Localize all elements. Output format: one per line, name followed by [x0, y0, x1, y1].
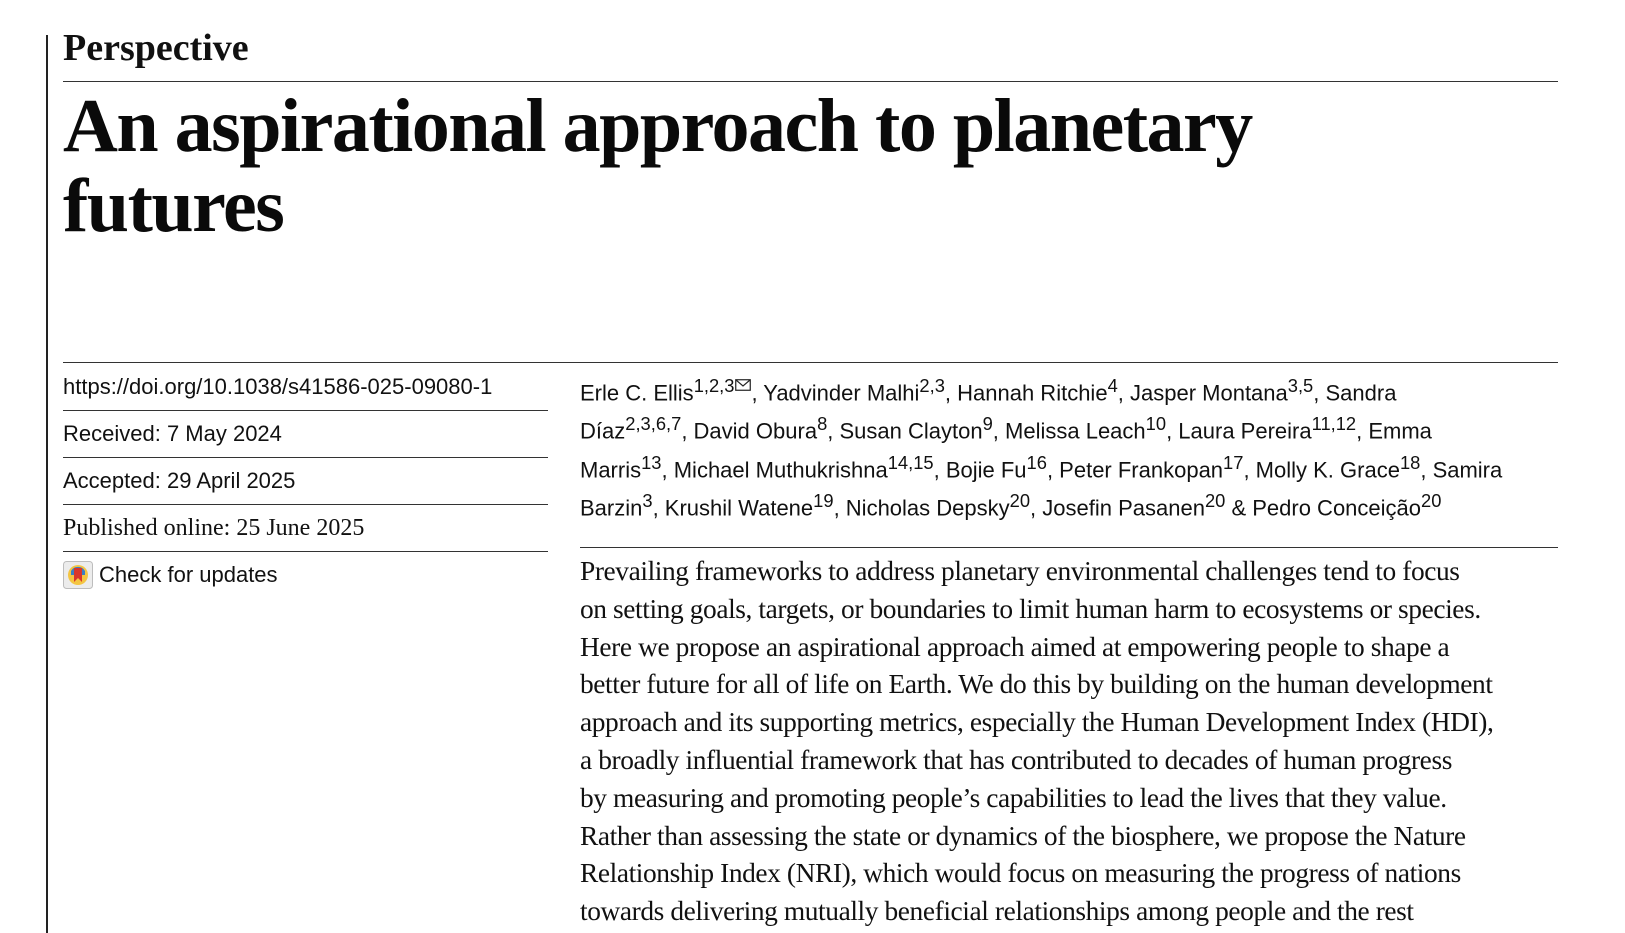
accepted-text: Accepted: 29 April 2025 — [63, 468, 296, 493]
author-name[interactable]: Krushil Watene — [664, 495, 814, 521]
abstract-line: Here we propose an aspirational approach aimed at empowering people to shape a — [580, 631, 1450, 662]
header-divider — [63, 81, 1558, 82]
abstract-divider — [580, 547, 1558, 548]
abstract-line: Relationship Index (NRI), which would focus on measuring the progress of nations — [580, 858, 1461, 889]
author-name[interactable]: Molly K. Grace — [1255, 456, 1400, 482]
author-affiliation: 18 — [1399, 451, 1421, 473]
article-title — [63, 86, 1543, 246]
author-affiliation: 20 — [1204, 489, 1226, 511]
author-separator: , — [652, 495, 665, 521]
received-text: Received: 7 May 2024 — [63, 421, 282, 446]
author-name[interactable]: Samira Barzin — [580, 456, 1503, 521]
author-name[interactable]: Sandra Díaz — [580, 380, 1397, 444]
author-separator: , — [751, 380, 764, 406]
author-separator: , — [1117, 380, 1130, 406]
abstract-line: approach and its supporting metrics, especially the Human Development Index (HDI), — [580, 707, 1494, 738]
author-separator: , — [1313, 380, 1326, 406]
abstract-line: Rather than assessing the state or dynamics of the biosphere, we propose the Nature — [580, 820, 1466, 851]
author-affiliation: 19 — [813, 489, 834, 511]
title-line-2: futures — [63, 164, 284, 248]
author-name[interactable]: Susan Clayton — [839, 418, 983, 444]
author-name[interactable]: Peter Frankopan — [1059, 456, 1224, 482]
published-text: Published online: 25 June 2025 — [63, 514, 365, 541]
abstract — [580, 553, 1570, 931]
article-type-label: Perspective — [63, 27, 249, 69]
author-affiliation: 14,15 — [887, 451, 934, 473]
author-affiliation: 3 — [642, 489, 653, 511]
abstract-line: on setting goals, targets, or boundaries to limit human harm to ecosystems or species. — [580, 593, 1481, 624]
check-for-updates-button[interactable] — [63, 552, 548, 598]
author-name[interactable]: Nicholas Depsky — [845, 495, 1010, 521]
author-separator: , — [1166, 418, 1179, 444]
author-name[interactable]: Bojie Fu — [945, 456, 1027, 482]
author-separator: , — [681, 418, 694, 444]
check-for-updates-label[interactable]: Check for updates — [99, 562, 278, 587]
author-name[interactable]: Emma Marris — [580, 418, 1432, 482]
author-affiliation: 16 — [1026, 451, 1047, 473]
page-left-rule — [46, 35, 48, 933]
author-separator: , — [1420, 456, 1433, 482]
author-name[interactable]: Jasper Montana — [1130, 380, 1288, 406]
author-separator: , — [992, 418, 1006, 444]
doi-link[interactable] — [63, 364, 548, 411]
envelope-icon[interactable] — [735, 379, 751, 391]
received-date — [63, 411, 548, 458]
author-affiliation: 20 — [1009, 489, 1031, 511]
author-name[interactable]: Pedro Conceição — [1252, 495, 1422, 521]
author-separator: , — [827, 418, 840, 444]
doi-text[interactable]: https://doi.org/10.1038/s41586-025-09080-1 — [63, 374, 493, 399]
abstract-line: Prevailing frameworks to address planetary environmental challenges tend to focus — [580, 556, 1460, 586]
author-affiliation: 8 — [817, 413, 828, 435]
accepted-date — [63, 458, 548, 505]
author-separator: , — [1030, 495, 1043, 521]
published-date — [63, 505, 548, 552]
author-separator: , — [833, 495, 846, 521]
author-separator: , — [1356, 418, 1369, 444]
author-name[interactable]: Yadvinder Malhi — [763, 380, 920, 406]
metadata-divider — [63, 362, 1558, 363]
abstract-line: a broadly influential framework that has contributed to decades of human progress — [580, 744, 1452, 775]
title-line-1: An aspirational approach to planetary — [63, 84, 1252, 168]
abstract-line: towards delivering mutually beneficial relationships among people and the rest — [580, 896, 1414, 927]
abstract-line: by measuring and promoting people’s capabilities to lead the lives that they value. — [580, 782, 1447, 813]
author-name[interactable]: Michael Muthukrishna — [673, 456, 888, 482]
author-list — [580, 370, 1540, 523]
author-affiliation: 11,12 — [1311, 413, 1357, 435]
author-name[interactable]: Hannah Ritchie — [957, 380, 1108, 406]
author-separator: , — [1046, 456, 1060, 482]
author-separator: , — [933, 456, 946, 482]
author-affiliation: 13 — [641, 451, 662, 473]
author-separator: , — [944, 380, 958, 406]
author-affiliation: 1,2,3 — [693, 375, 735, 396]
author-name[interactable]: Josefin Pasanen — [1042, 495, 1205, 521]
author-separator: & — [1225, 495, 1253, 521]
author-affiliation: 3,5 — [1287, 375, 1314, 396]
author-affiliation: 17 — [1223, 451, 1244, 473]
author-name[interactable]: Melissa Leach — [1005, 418, 1146, 444]
author-affiliation: 10 — [1145, 413, 1167, 435]
article-metadata — [63, 364, 548, 598]
author-affiliation: 20 — [1421, 489, 1442, 511]
author-affiliation: 2,3,6,7 — [625, 413, 682, 435]
author-affiliation: 2,3 — [919, 375, 945, 396]
author-name[interactable]: David Obura — [693, 418, 818, 444]
author-name[interactable]: Erle C. Ellis — [580, 380, 694, 406]
author-affiliation: 9 — [982, 413, 993, 435]
author-separator: , — [1243, 456, 1256, 482]
abstract-line: better future for all of life on Earth. We do this by building on the human development — [580, 669, 1493, 700]
author-separator: , — [661, 456, 674, 482]
crossmark-icon[interactable] — [63, 561, 93, 589]
author-name[interactable]: Laura Pereira — [1178, 418, 1312, 444]
author-affiliation: 4 — [1107, 375, 1118, 396]
